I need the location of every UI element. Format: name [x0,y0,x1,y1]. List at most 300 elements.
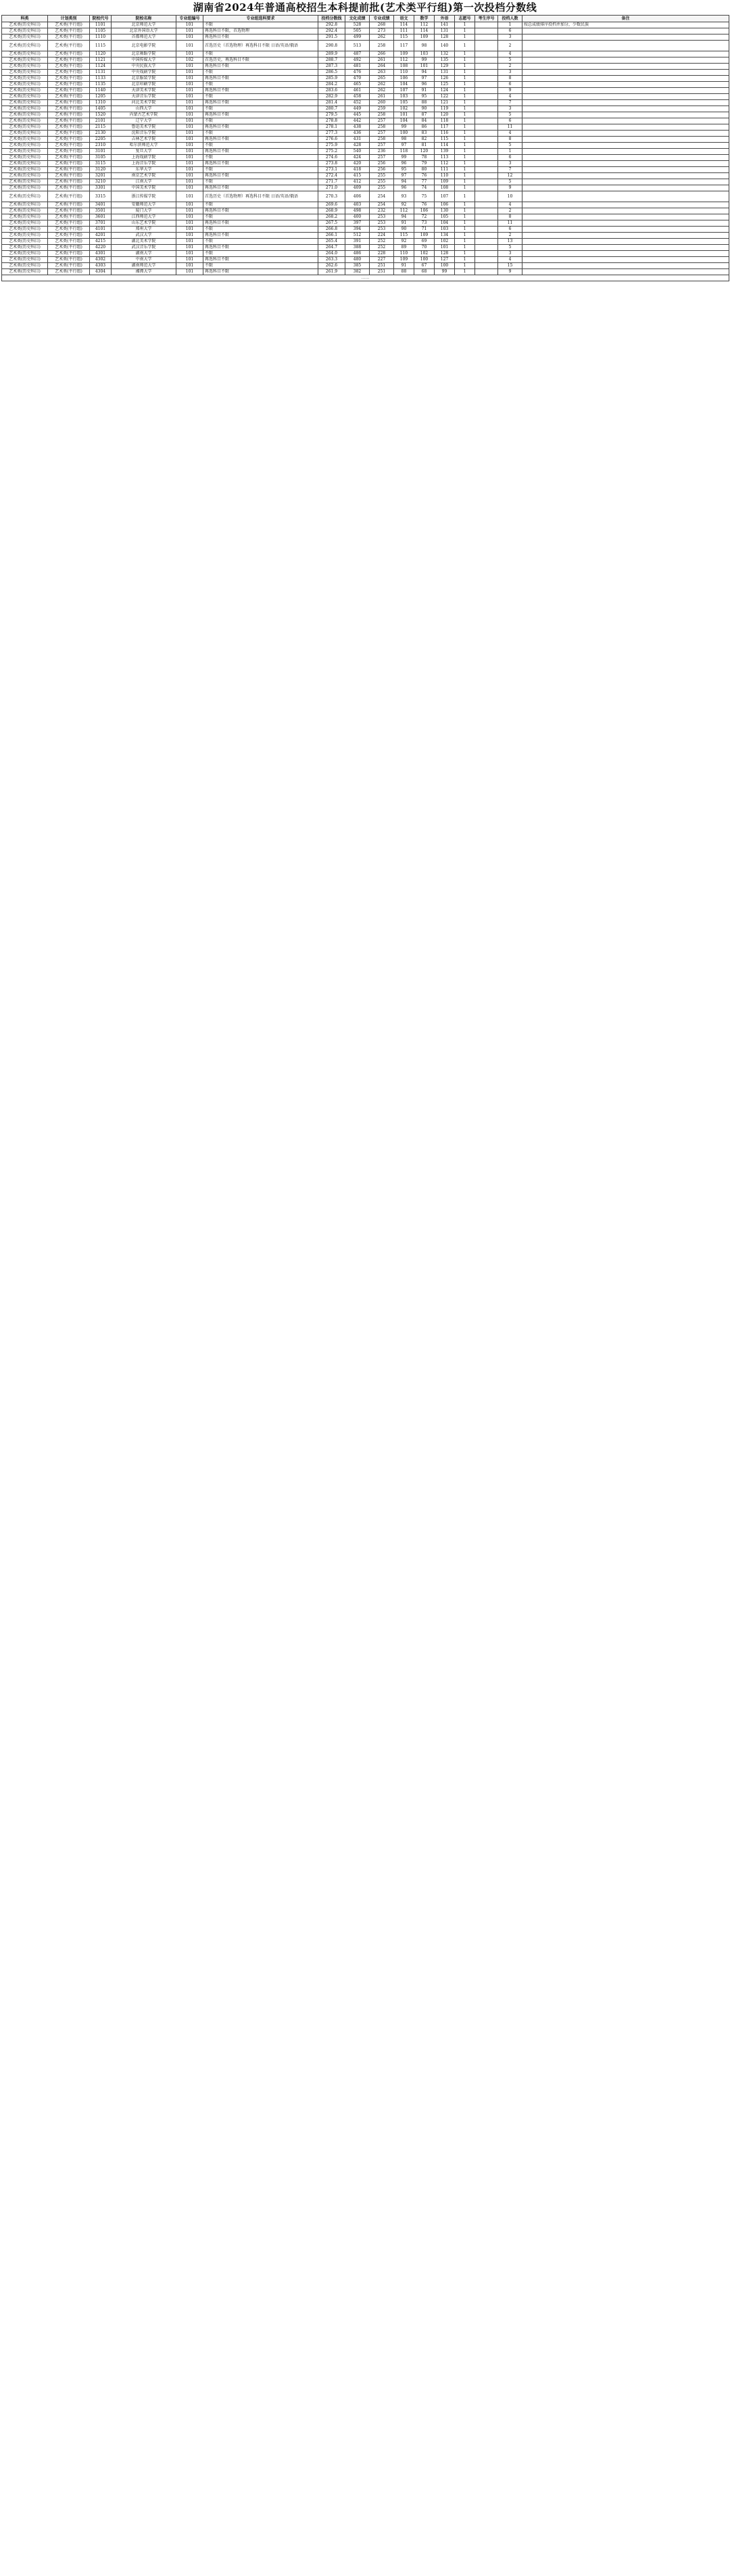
table-cell-seq [475,34,498,41]
column-header: 备注 [522,16,729,22]
table-cell-vol: 1 [455,34,475,41]
table-cell-group: 101 [176,208,203,214]
table-cell-score: 287.3 [318,64,345,70]
table-cell-score: 284.2 [318,82,345,88]
table-cell-cult: 481 [345,64,370,70]
table-row [2,202,729,208]
table-cell-req: 再选科目不限 [203,185,318,191]
table-cell-code: 1405 [90,106,112,112]
table-cell-plan: 艺术类(平行组) [48,251,90,257]
table-cell-seq [475,76,498,82]
table-cell-code: 1110 [90,34,112,41]
table-cell-plan: 艺术类(平行组) [48,76,90,82]
table-cell-code: 1101 [90,22,112,28]
table-cell-eng: 105 [435,214,455,220]
table-cell-n: 2 [498,233,522,239]
table-cell-eng: 139 [435,149,455,155]
table-row [2,112,729,118]
table-cell-math: 97 [414,76,435,82]
table-cell-req: 不限 [203,118,318,124]
table-cell-plan: 艺术类(平行组) [48,112,90,118]
table-cell-code: 4215 [90,239,112,245]
table-cell-note [522,208,729,214]
table-cell-chn: 115 [394,233,414,239]
table-cell-n: 3 [498,106,522,112]
table-cell-req: 不限 [203,106,318,112]
table-cell-n: 3 [498,161,522,167]
table-cell-math: 109 [414,233,435,239]
column-header: 院校名称 [112,16,176,22]
table-cell-n: 6 [498,118,522,124]
table-cell-chn: 104 [394,118,414,124]
table-cell-group: 101 [176,112,203,118]
table-cell-cat: 艺术类(历史科目) [2,239,48,245]
table-cell-cat: 艺术类(历史科目) [2,106,48,112]
table-cell-eng: 130 [435,208,455,214]
table-cell-eng: 107 [435,191,455,202]
table-cell-code: 1124 [90,64,112,70]
table-cell-vol: 1 [455,100,475,106]
table-cell-plan: 艺术类(平行组) [48,239,90,245]
table-cell-req: 不限 [203,82,318,88]
table-cell-chn: 99 [394,155,414,161]
table-row [2,70,729,76]
table-cell-plan: 艺术类(平行组) [48,100,90,106]
table-cell-note [522,94,729,100]
table-cell-seq [475,245,498,251]
table-row [2,179,729,185]
table-cell-seq [475,131,498,137]
table-cell-req: 不限 [203,239,318,245]
table-cell-score: 275.2 [318,149,345,155]
table-cell-prof: 251 [370,263,394,269]
table-cell-prof: 252 [370,239,394,245]
table-cell-math: 102 [414,251,435,257]
table-cell-group: 101 [176,227,203,233]
table-cell-cat: 艺术类(历史科目) [2,51,48,57]
table-cell-note [522,51,729,57]
column-header: 院校代号 [90,16,112,22]
table-cell-group: 101 [176,233,203,239]
table-cell-group: 101 [176,161,203,167]
table-cell-math: 112 [414,22,435,28]
table-cell-note [522,112,729,118]
table-cell-chn: 110 [394,70,414,76]
table-cell-cult: 486 [345,251,370,257]
table-cell-chn: 99 [394,124,414,131]
table-cell-chn: 117 [394,41,414,51]
table-cell-vol: 1 [455,251,475,257]
table-cell-note [522,220,729,227]
table-cell-cat: 艺术类(历史科目) [2,214,48,220]
table-cell-vol: 1 [455,22,475,28]
table-cell-math: 106 [414,208,435,214]
table-cell-req: 再选科目不限 [203,269,318,275]
table-cell-eng: 115 [435,137,455,143]
table-cell-eng: 100 [435,263,455,269]
table-cell-code: 3315 [90,191,112,202]
table-cell-chn: 88 [394,269,414,275]
table-cell-n: 8 [498,137,522,143]
table-cell-plan: 艺术类(平行组) [48,118,90,124]
table-cell-code: 3601 [90,214,112,220]
table-cell-cat: 艺术类(历史科目) [2,220,48,227]
table-cell-eng: 112 [435,161,455,167]
table-cell-n: 7 [498,100,522,106]
table-cell-chn: 100 [394,131,414,137]
table-cell-note [522,57,729,64]
table-continuation-row [2,275,729,281]
table-cell-plan: 艺术类(平行组) [48,88,90,94]
table-cell-plan: 艺术类(平行组) [48,233,90,239]
table-cell-seq [475,208,498,214]
table-cell-group: 101 [176,64,203,70]
table-cell-seq [475,214,498,220]
table-cell-math: 80 [414,167,435,173]
table-cell-req: 不限 [203,131,318,137]
table-cell-group: 101 [176,179,203,185]
table-cell-cat: 艺术类(历史科目) [2,82,48,88]
table-cell-score: 285.9 [318,76,345,82]
table-cell-n: 12 [498,173,522,179]
table-cell-school: 中国传媒大学 [112,57,176,64]
table-cell-seq [475,137,498,143]
table-cell-school: 北京服装学院 [112,76,176,82]
table-cell-group: 101 [176,118,203,124]
table-row [2,214,729,220]
table-cell-math: 78 [414,155,435,161]
table-cell-eng: 113 [435,155,455,161]
table-cell-math: 101 [414,64,435,70]
table-cell-seq [475,173,498,179]
table-cell-math: 94 [414,70,435,76]
table-cell-eng: 111 [435,167,455,173]
table-cell-note [522,233,729,239]
table-cell-score: 283.6 [318,88,345,94]
table-cell-chn: 107 [394,88,414,94]
table-cell-school: 湖南大学 [112,251,176,257]
table-cell-code: 1205 [90,94,112,100]
table-cell-req: 不限 [203,51,318,57]
table-cell-note: 按总成绩排序投档并加分，少数民族 [522,22,729,28]
table-cell-group: 101 [176,82,203,88]
table-cell-school: 中央戏剧学院 [112,70,176,76]
table-cell-chn: 96 [394,185,414,191]
column-header: 外语 [435,16,455,22]
table-cell-prof: 254 [370,191,394,202]
table-row [2,155,729,161]
table-cell-cat: 艺术类(历史科目) [2,143,48,149]
table-cell-school: 湖北美术学院 [112,239,176,245]
table-cell-seq [475,155,498,161]
table-cell-plan: 艺术类(平行组) [48,143,90,149]
table-cell-group: 101 [176,124,203,131]
table-cell-code: 3120 [90,167,112,173]
table-cell-group: 101 [176,70,203,76]
table-cell-school: 山西大学 [112,106,176,112]
table-cell-group: 101 [176,155,203,161]
table-cell-cult: 394 [345,227,370,233]
table-cell-note [522,257,729,263]
table-cell-seq [475,94,498,100]
table-row [2,263,729,269]
table-cell-plan: 艺术类(平行组) [48,220,90,227]
table-cell-math: 83 [414,131,435,137]
table-cell-seq [475,263,498,269]
table-cell-cult: 397 [345,220,370,227]
table-cell-math: 76 [414,173,435,179]
table-cell-cat: 艺术类(历史科目) [2,70,48,76]
table-row [2,191,729,202]
table-cell-n: 2 [498,41,522,51]
table-cell-group: 101 [176,269,203,275]
table-cell-math: 77 [414,179,435,185]
table-cell-group: 101 [176,185,203,191]
table-cell-req: 不限 [203,202,318,208]
table-cell-cat: 艺术类(历史科目) [2,257,48,263]
table-cell-req: 不限 [203,167,318,173]
table-cell-code: 1310 [90,100,112,106]
table-cell-vol: 1 [455,28,475,34]
table-cell-school: 中央民族大学 [112,64,176,70]
table-cell-note [522,100,729,106]
table-cell-group: 101 [176,51,203,57]
table-cell-cult: 424 [345,155,370,161]
table-cell-group: 101 [176,88,203,94]
table-cell-group: 101 [176,263,203,269]
table-cell-school: 吉林艺术学院 [112,137,176,143]
table-cell-school: 北京电影学院 [112,41,176,51]
table-cell-seq [475,28,498,34]
table-row [2,57,729,64]
table-row [2,173,729,179]
table-cell-cat: 艺术类(历史科目) [2,100,48,106]
table-cell-cult: 492 [345,57,370,64]
table-cell-req: 再选科目不限 [203,149,318,155]
table-cell-prof: 260 [370,100,394,106]
table-cell-chn: 109 [394,51,414,57]
table-cell-group: 101 [176,143,203,149]
table-cell-chn: 112 [394,57,414,64]
table-cell-req: 再选科目不限 [203,64,318,70]
table-cell-eng: 118 [435,118,455,124]
table-cell-cult: 513 [345,41,370,51]
table-cell-vol: 1 [455,118,475,124]
table-cell-note [522,131,729,137]
score-table [1,15,729,281]
column-header: 专业组编号 [176,16,203,22]
table-cell-cult: 428 [345,143,370,149]
table-cell-prof: 251 [370,269,394,275]
table-cell-math: 70 [414,245,435,251]
table-cell-eng: 103 [435,227,455,233]
table-cell-seq [475,220,498,227]
table-cell-code: 2115 [90,124,112,131]
table-cell-vol: 1 [455,239,475,245]
table-cell-cat: 艺术类(历史科目) [2,251,48,257]
table-cell-note [522,161,729,167]
table-cell-seq [475,185,498,191]
table-cell-score: 271.7 [318,179,345,185]
table-cell-prof: 228 [370,251,394,257]
table-cell-cat: 艺术类(历史科目) [2,245,48,251]
table-cell-chn: 110 [394,251,414,257]
table-cell-plan: 艺术类(平行组) [48,149,90,155]
column-header: 专业组选科要求 [203,16,318,22]
table-row [2,233,729,239]
table-cell-req: 再选科目不限 [203,34,318,41]
table-row [2,100,729,106]
table-cell-vol: 1 [455,51,475,57]
table-cell-plan: 艺术类(平行组) [48,64,90,70]
table-cell-chn: 93 [394,191,414,202]
table-cell-req: 不限 [203,143,318,149]
table-cell-school: 沈阳音乐学院 [112,131,176,137]
table-cell-n: 1 [498,22,522,28]
table-cell-school: 复旦大学 [112,149,176,155]
table-cell-code: 1120 [90,51,112,57]
table-cell-chn: 106 [394,76,414,82]
table-cell-vol: 1 [455,88,475,94]
table-cell-eng: 119 [435,106,455,112]
table-cell-req: 再选科目不限 [203,161,318,167]
table-cell-cat: 艺术类(历史科目) [2,57,48,64]
table-cell-cat: 艺术类(历史科目) [2,22,48,28]
table-cell-chn: 104 [394,82,414,88]
table-cell-cult: 487 [345,51,370,57]
table-cell-cult: 470 [345,76,370,82]
table-cell-seq [475,257,498,263]
table-cell-n: 1 [498,149,522,155]
table-row [2,227,729,233]
table-cell-plan: 艺术类(平行组) [48,82,90,88]
table-cell-req: 不限 [203,227,318,233]
table-cell-seq [475,82,498,88]
table-cell-prof: 257 [370,118,394,124]
table-cell-school: 浙江传媒学院 [112,191,176,202]
table-cell-note [522,137,729,143]
table-cell-note [522,28,729,34]
column-header: 投档人数 [498,16,522,22]
table-cell-eng: 135 [435,57,455,64]
table-cell-req: 不限 [203,263,318,269]
table-row [2,167,729,173]
table-cell-school: 天津美术学院 [112,88,176,94]
table-cell-cat: 艺术类(历史科目) [2,124,48,131]
table-cell-prof: 255 [370,185,394,191]
table-cell-eng: 108 [435,185,455,191]
table-cell-cult: 418 [345,167,370,173]
table-cell-cult: 403 [345,202,370,208]
table-cell-eng: 109 [435,179,455,185]
table-cell-math: 73 [414,220,435,227]
table-cell-math: 74 [414,185,435,191]
table-cell-n: 8 [498,76,522,82]
table-cell-group: 101 [176,220,203,227]
table-cell-n: 10 [498,191,522,202]
table-cell-cat: 艺术类(历史科目) [2,155,48,161]
table-cell-cat: 艺术类(历史科目) [2,41,48,51]
table-cell-note [522,82,729,88]
table-cell-prof: 258 [370,112,394,118]
table-cell-eng: 140 [435,41,455,51]
table-cell-vol: 1 [455,57,475,64]
table-cell-math: 69 [414,239,435,245]
table-cell-plan: 艺术类(平行组) [48,208,90,214]
table-cell-group: 101 [176,173,203,179]
table-cell-note [522,41,729,51]
table-cell-chn: 109 [394,257,414,263]
table-cell-eng: 127 [435,257,455,263]
table-cell-n: 4 [498,202,522,208]
table-cell-score: 291.5 [318,34,345,41]
table-cell-cult: 512 [345,233,370,239]
table-cell-plan: 艺术类(平行组) [48,245,90,251]
table-cell-group: 101 [176,22,203,28]
table-cell-n: 5 [498,245,522,251]
table-cell-n: 8 [498,214,522,220]
table-cell-code: 4302 [90,257,112,263]
table-cell-code: 4201 [90,233,112,239]
table-cell-plan: 艺术类(平行组) [48,57,90,64]
table-cell-eng: 121 [435,100,455,106]
table-cell-plan: 艺术类(平行组) [48,269,90,275]
table-cell-cult: 505 [345,28,370,34]
table-cell-chn: 91 [394,263,414,269]
table-cell-code: 3401 [90,202,112,208]
table-cell-prof: 258 [370,137,394,143]
table-cell-chn: 102 [394,106,414,112]
table-cell-plan: 艺术类(平行组) [48,185,90,191]
table-cell-req: 再选科目不限 [203,76,318,82]
table-cell-score: 267.5 [318,220,345,227]
table-cell-seq [475,227,498,233]
table-cell-plan: 艺术类(平行组) [48,28,90,34]
table-cell-vol: 1 [455,106,475,112]
table-cell-eng: 126 [435,76,455,82]
table-cell-plan: 艺术类(平行组) [48,202,90,208]
table-cell-school: 湘潭大学 [112,269,176,275]
table-cell-note [522,70,729,76]
table-cell-chn: 103 [394,94,414,100]
table-row [2,149,729,155]
table-cell-vol: 1 [455,185,475,191]
table-cell-plan: 艺术类(平行组) [48,131,90,137]
table-row [2,245,729,251]
table-cell-prof: 253 [370,220,394,227]
table-cell-seq [475,51,498,57]
table-cell-seq [475,118,498,124]
table-cell-cult: 431 [345,137,370,143]
table-cell-cat: 艺术类(历史科目) [2,233,48,239]
table-cell-score: 263.3 [318,257,345,263]
table-cell-note [522,191,729,202]
table-cell-seq [475,149,498,155]
table-cell-prof: 236 [370,149,394,155]
table-cell-math: 76 [414,202,435,208]
table-cell-school: 南京艺术学院 [112,173,176,179]
table-cell-req: 首选历史（首选物理）再选科目不限 日语/英语/俄语 [203,191,318,202]
table-cell-prof: 258 [370,124,394,131]
table-cell-req: 首选历史，再选科目不限 [203,57,318,64]
table-cell-eng: 132 [435,51,455,57]
table-cell-code: 1140 [90,88,112,94]
table-cell-cat: 艺术类(历史科目) [2,191,48,202]
table-cell-prof: 253 [370,214,394,220]
table-cell-req: 再选科目不限 [203,173,318,179]
table-cell-group: 101 [176,191,203,202]
table-cell-code: 2101 [90,118,112,124]
